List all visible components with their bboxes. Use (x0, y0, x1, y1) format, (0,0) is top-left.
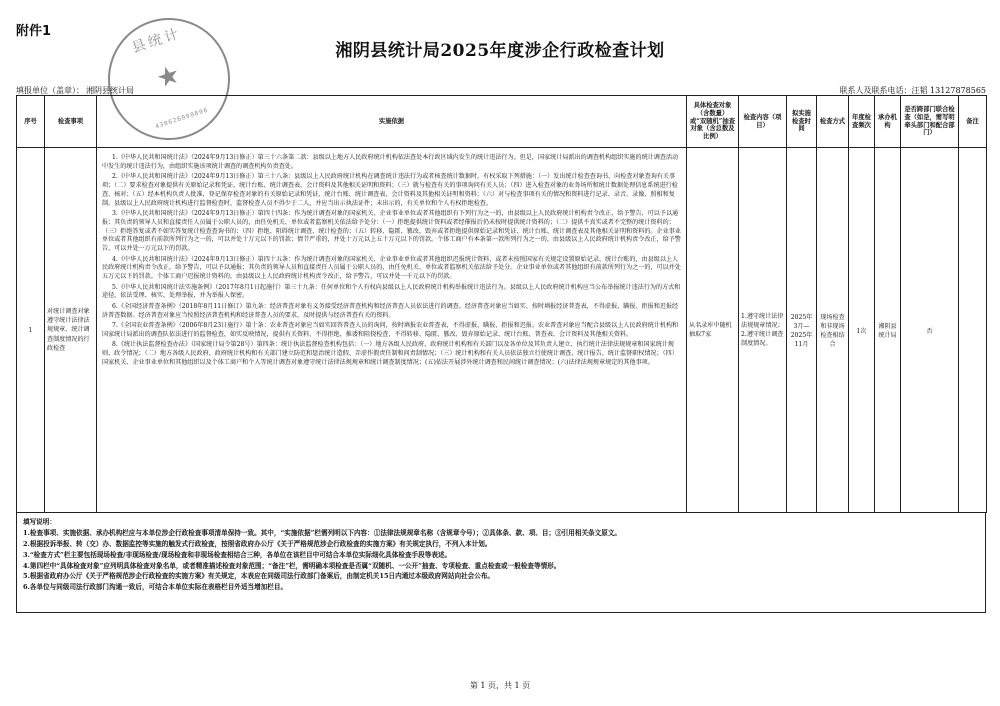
seal-number: 430626000806 (154, 106, 210, 131)
note-item: 5.根据省政府办公厅《关于严格规范涉企行政检查的实施方案》有关规定，本表应在同级司法行政部门备案后，由制定机关15日内通过本级政府网站向社会公布。 (23, 572, 495, 581)
filling-notes (16, 513, 986, 613)
table-header-row (17, 96, 987, 148)
note-item: 4.第四栏中“具体检查对象”应列明具体检查对象名单，或者精准描述检查对象范围；“备注”栏，需明确本项检查是否属“双随机、一公开”抽查、专项检查、重点检查或一般检查等情形。 (23, 561, 561, 570)
page-number: 第 1 页，共 1 页 (469, 681, 531, 690)
cell-time: 2025年3月—2025年11月 (787, 148, 817, 513)
header-remark: 备注 (959, 96, 987, 148)
cell-remark (959, 148, 987, 513)
attachment-label: 附件1 (16, 24, 52, 39)
note-item: 2.根据投诉举报、转（交）办、数据监控等实施的触发式行政检查，按照省政府办公厅《关于严格规范涉企行政检查的实施方案》有关规定执行，不列入本计划。 (23, 539, 492, 548)
note-item: 6.各单位与同级司法行政部门沟通一致后，可结合本单位实际在表格栏目外适当增加栏目。 (23, 583, 288, 592)
cell-content: 1.遵守统计法律法规规章情况；2.遵守统计调查制度情况。 (739, 148, 787, 513)
cell-method: 现场检查和非现场检查相结合 (817, 148, 849, 513)
header-target: 具体检查对象（含数量）或“双随机”抽查对象（含总数及比例） (687, 96, 739, 148)
cell-no: 1 (17, 148, 45, 513)
table-row (17, 148, 987, 513)
header-method: 检查方式 (817, 96, 849, 148)
header-item: 检查事项 (45, 96, 97, 148)
contact-info: 联系人及联系电话：汪韬 13127878565 (839, 86, 986, 95)
header-content: 检查内容（项目） (739, 96, 787, 148)
cell-target: 从名录库中随机抽取7家 (687, 148, 739, 513)
seal-text: 县统计 (129, 25, 184, 57)
cell-frequency: 1次 (849, 148, 875, 513)
cell-item: 对统计调查对象遵守统计法律法规规章、统计调查制度情况的行政检查 (45, 148, 97, 513)
header-frequency: 年度检查频次 (849, 96, 875, 148)
header-organization: 承办机构 (875, 96, 901, 148)
basis-paragraph: 5.《中华人民共和国统计法实施条例》（2017年8月1日起施行）第三十九条：任何单位和个人有权向县级以上人民政府统计机构举报统计违法行为。县级以上人民政府统计机构应当公布举报统计违法行为的方式和途径，依法受理、核实、处理举报，并为举报人保密。 (102, 283, 681, 300)
cell-joint: 否 (901, 148, 959, 513)
basis-paragraph: 1.《中华人民共和国统计法》（2024年9月13日修正）第三十六条第二款：县级以上地方人民政府统计机构依法查处本行政区域内发生的统计违法行为。但是，国家统计局派出的调查机构组织实施的统计调查活动中发生的统计违法行为，由组织实施该项统计调查的调查机构负责查处。 (102, 154, 679, 170)
filling-unit-value: 湘阴县统计局 (84, 86, 152, 96)
header-time: 拟实施检查时间 (787, 96, 817, 148)
cell-basis (97, 148, 687, 513)
basis-paragraph: 8.《统计执法监督检查办法》（国家统计局令第28号）第四条：统计执法监督检查机构包括：（一）地方各级人民政府、政府统计机构和有关部门以及各单位及其负责人建立、执行统计法律法规规章和国家统计规则、政令情况；（二）地方各级人民政府、政府统计机构和有关部门建立防范和惩治统计造假、弄虚作假责任制和问责制情况；（三）统计机构和有关人员依法独立行使统计调查、统计报告、统计监督职权情况；（四）国家机关、企业事业单位和其他组织以及个体工商户和个人等统计调查对象遵守统计法律法规规章和统计调查制度情况；(五)依法开展涉外统计调查和民间统计调查情况；(六)法律法规规章规定的其他事项。 (102, 341, 678, 366)
header-no: 序号 (17, 96, 45, 148)
basis-paragraph: 6.《全国经济普查条例》（2018年8月11日修订）第九条：经济普查对象有义务接受经济普查机构和经济普查人员依法进行的调查。经济普查对象应当如实、按时填报经济普查表，不得虚报、瞒报、拒报和迟报经济普查数据。经济普查对象应当按照经济普查机构和经济普查人员的要求，及时提供与经济普查有关的资料。 (102, 302, 679, 319)
note-item: 1.检查事项、实施依据、承办机构栏应与本单位涉企行政检查事项清单保持一致。其中，“实施依据”栏需列明以下内容：①法律法规规章名称（含规章令号）；②具体条、款、项、目；③引用相关条文原文。 (23, 528, 622, 537)
cell-organization: 湘阴县统计局 (875, 148, 901, 513)
header-basis: 实施依据 (97, 96, 687, 148)
page-title: 湘阴县统计局2025年度涉企行政检查计划 (335, 41, 665, 61)
note-item: 3.“检查方式”栏主要包括现场检查/非现场检查/现场检查和非现场检查相结合三种，各单位在该栏目中可结合本单位实际细化具体检查手段等表述。 (23, 550, 452, 559)
header-joint: 是否跨部门联合检查（如是，需写明牵头部门和配合部门） (901, 96, 959, 148)
inspection-plan-table (16, 95, 987, 513)
notes-title: 填写说明： (23, 518, 56, 526)
basis-paragraph: 2.《中华人民共和国统计法》（2024年9月13日修正）第三十八条：县级以上人民政府统计机构在调查统计违法行为或者核查统计数据时，有权采取下列措施：（一）发出统计检查查询书，向检查对象查询有关事项；（二）要求检查对象提供有关原始记录和凭证、统计台账、统计调查表、会计资料及其他相关证明和资料；（三）就与检查有关的事项询问有关人员；（四）进入检查对象的业务场所和统计数据处理信息系统进行检查、核对；（五）经本机构负责人批准，登记保存检查对象的有关原始记录和凭证、统计台账、统计调查表、会计资料及其他相关证明和资料；（六）对与检查事项有关的情况和资料进行记录、录音、录像、照相和复制。县级以上人民政府统计机构进行监督检查时，监督检查人员不得少于二人，并应当出示执法证件；未出示的，有关单位和个人有权拒绝检查。 (102, 173, 678, 207)
basis-paragraph: 3.《中华人民共和国统计法》（2024年9月13日修正）第四十四条：作为统计调查对象的国家机关、企业事业单位或者其他组织有下列行为之一的，由县级以上人民政府统计机构责令改正，给予警告，可以予以通报；其负责的领导人员和直接责任人员属于公职人员的，由任免机关、单位或者监察机关依法给予处分：（一）拒绝提供统计资料或者经催报后仍未按时提供统计资料的；（二）提供不真实或者不完整的统计资料的；（三）拒绝答复或者不如实答复统计检查查询书的；（四）拒绝、阻碍统计调查、统计检查的；（五）转移、隐匿、篡改、毁弃或者拒绝提供原始记录和凭证、统计台账、统计调查表及其他相关证明和资料的。企业事业单位或者其他组织有前款所列行为之一的，可以并处十万元以下的罚款；情节严重的，并处十万元以上五十万元以下的罚款。个体工商户有本条第一款所列行为之一的，由县级以上人民政府统计机构责令改正，给予警告，可以并处一万元以下的罚款。 (102, 209, 681, 253)
seal-star-icon: ★ (152, 59, 185, 95)
filling-unit-label: 填报单位（盖章）： (16, 86, 84, 95)
basis-paragraph: 7.《全国农业普查条例》（2006年8月23日施行）第十条：农业普查对象应当如实回答普查人员的询问，按时填报农业普查表，不得虚报、瞒报、拒报和迟报。农业普查对象应当配合县级以上人民政府统计机构和国家统计局派出的调查队依法进行的监督检查，如实反映情况，提供有关资料，不得拒绝、推诿和阻挠检查，不得转移、隐匿、篡改、毁弃原始记录、统计台账、普查表、会计资料及其他相关资料。 (102, 321, 679, 338)
basis-paragraph: 4.《中华人民共和国统计法》（2024年9月13日修正）第四十五条：作为统计调查对象的国家机关、企业事业单位或者其他组织迟报统计资料，或者未按照国家有关规定设置原始记录、统计台账的，由县级以上人民政府统计机构责令改正，给予警告，可以予以通报；其负责的领导人员和直接责任人员属于公职人员的，由任免机关、单位或者监察机关依法给予处分。企业事业单位或者其他组织有前款所列行为之一的，可以并处五万元以下的罚款。个体工商户迟报统计资料的，由县级以上人民政府统计机构责令改正，给予警告，可以并处一千元以下的罚款。 (102, 255, 681, 281)
